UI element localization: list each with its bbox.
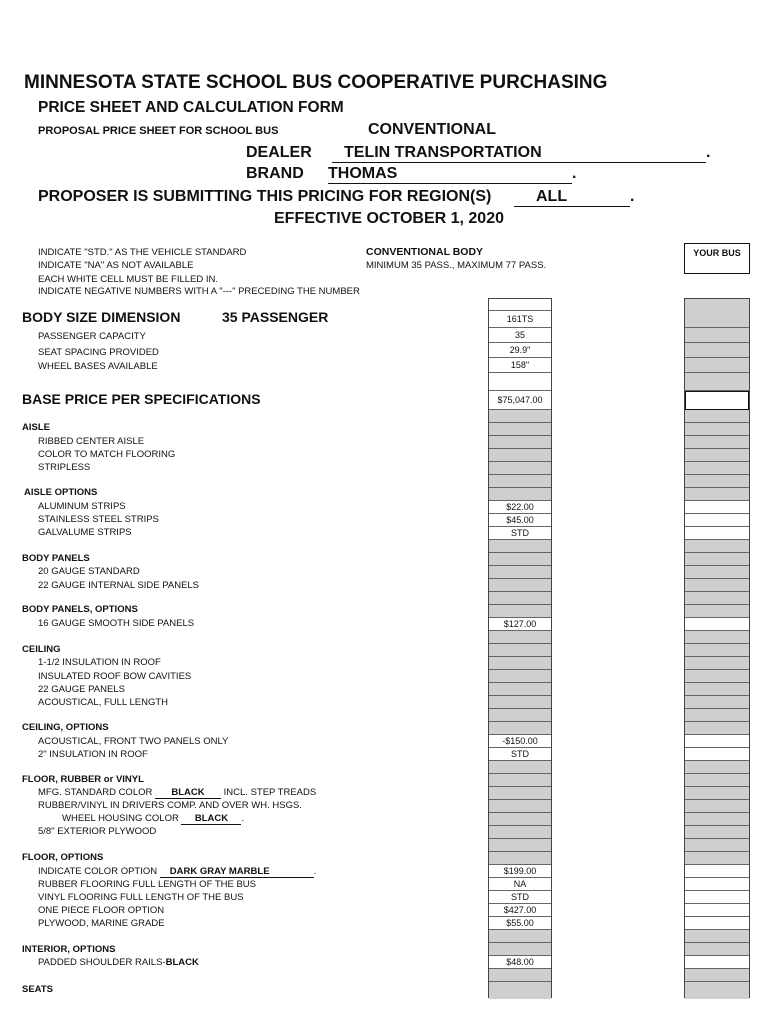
- your-bus-input-insul2[interactable]: [685, 748, 749, 761]
- your-bus-cell: [685, 839, 749, 852]
- price-cell: [489, 839, 551, 852]
- price-cell: [489, 800, 551, 813]
- region-label: PROPOSER IS SUBMITTING THIS PRICING FOR REGION(S): [38, 188, 492, 205]
- price-cell: [489, 373, 551, 391]
- section-aisle: AISLE: [22, 422, 50, 433]
- price-cell: [489, 410, 551, 423]
- label-one-piece: ONE PIECE FLOOR OPTION: [38, 905, 165, 916]
- price-cell: [489, 423, 551, 436]
- padded-rails-prefix: PADDED SHOULDER RAILS-: [38, 957, 166, 968]
- proposal-label: PROPOSAL PRICE SHEET FOR SCHOOL BUS: [38, 125, 279, 137]
- your-bus-cell: [685, 299, 749, 328]
- price-cell-gauge16: $127.00: [489, 618, 551, 631]
- dealer-value: TELIN TRANSPORTATION: [344, 144, 542, 161]
- section-body-panels: BODY PANELS: [22, 553, 90, 564]
- section-interior-options: INTERIOR, OPTIONS: [22, 944, 116, 955]
- price-cell-insul2: STD: [489, 748, 551, 761]
- mfg-color-value: BLACK: [155, 787, 221, 799]
- price-cell: [489, 709, 551, 722]
- your-bus-cell: [685, 553, 749, 566]
- price-cell-spacing: 29.9": [489, 343, 551, 358]
- section-floor-options: FLOOR, OPTIONS: [22, 852, 104, 863]
- section-base-price: BASE PRICE PER SPECIFICATIONS: [22, 391, 261, 407]
- your-bus-input-base-price[interactable]: [685, 391, 749, 410]
- your-bus-cell: [685, 328, 749, 343]
- section-ceiling-options: CEILING, OPTIONS: [22, 722, 109, 733]
- your-bus-cell: [685, 592, 749, 605]
- your-bus-cell: [685, 709, 749, 722]
- your-bus-cell: [685, 358, 749, 373]
- instruction-negative: INDICATE NEGATIVE NUMBERS WITH A "---" PRECEDING THE NUMBER: [38, 286, 360, 297]
- your-bus-cell: [685, 579, 749, 592]
- price-cell-padded-rails: $48.00: [489, 956, 551, 969]
- dealer-label: DEALER: [246, 144, 312, 161]
- region-value: ALL: [536, 188, 568, 205]
- price-cell: [489, 969, 551, 982]
- your-bus-column: [684, 298, 750, 998]
- your-bus-input-stainless[interactable]: [685, 514, 749, 527]
- your-bus-input-padded-rails[interactable]: [685, 956, 749, 969]
- your-bus-input-plywood-marine[interactable]: [685, 917, 749, 930]
- section-body-size: BODY SIZE DIMENSION: [22, 309, 181, 325]
- your-bus-cell: [685, 462, 749, 475]
- mfg-color-suffix: INCL. STEP TREADS: [223, 787, 317, 798]
- section-seats: SEATS: [22, 984, 53, 995]
- price-cell: [489, 657, 551, 670]
- label-acoustical-full: ACOUSTICAL, FULL LENGTH: [38, 697, 169, 708]
- label-gauge22: 22 GAUGE PANELS: [38, 684, 125, 695]
- brand-period: .: [572, 165, 577, 182]
- effective-date: EFFECTIVE OCTOBER 1, 2020: [274, 210, 504, 227]
- price-cell-plywood-marine: $55.00: [489, 917, 551, 930]
- mfg-color-prefix: MFG. STANDARD COLOR: [38, 787, 153, 798]
- price-cell: [489, 943, 551, 956]
- your-bus-header: YOUR BUS: [684, 243, 750, 274]
- price-cell: [489, 774, 551, 787]
- proposal-type: CONVENTIONAL: [368, 121, 496, 138]
- price-cell: [489, 826, 551, 839]
- price-cell: [489, 930, 551, 943]
- price-cell: [489, 299, 551, 311]
- label-padded-rails: [38, 957, 199, 968]
- instruction-white: EACH WHITE CELL MUST BE FILLED IN.: [38, 274, 219, 285]
- label-aluminum: ALUMINUM STRIPS: [38, 501, 126, 512]
- price-cell: [489, 553, 551, 566]
- your-bus-cell: [685, 410, 749, 423]
- label-ribbed: RIBBED CENTER AISLE: [38, 436, 145, 447]
- your-bus-cell: [685, 343, 749, 358]
- body-type-title: CONVENTIONAL BODY: [366, 246, 484, 258]
- price-cell: [489, 449, 551, 462]
- price-cell: [489, 579, 551, 592]
- label-stainless: STAINLESS STEEL STRIPS: [38, 514, 159, 525]
- indicate-color-value: DARK GRAY MARBLE: [160, 866, 314, 878]
- label-plywood58: 5/8" EXTERIOR PLYWOOD: [38, 826, 157, 837]
- label-rubber-full: RUBBER FLOORING FULL LENGTH OF THE BUS: [38, 879, 257, 890]
- label-wheel-bases: WHEEL BASES AVAILABLE: [38, 361, 158, 372]
- your-bus-cell: [685, 761, 749, 774]
- price-cell-rubber-full: NA: [489, 878, 551, 891]
- price-cell: [489, 722, 551, 735]
- price-cell: [489, 631, 551, 644]
- dealer-period: .: [706, 144, 711, 161]
- label-indicate-color: INDICATE COLOR OPTION DARK GRAY MARBLE .: [38, 866, 317, 877]
- price-cell-wheelbase: 158": [489, 358, 551, 373]
- region-field: [514, 188, 630, 207]
- your-bus-cell: [685, 683, 749, 696]
- price-cell-base-price: $75,047.00: [489, 391, 551, 410]
- price-cell-one-piece: $427.00: [489, 904, 551, 917]
- your-bus-cell: [685, 475, 749, 488]
- price-cell: [489, 787, 551, 800]
- price-cell: [489, 566, 551, 579]
- price-cell: [489, 670, 551, 683]
- your-bus-cell: [685, 930, 749, 943]
- your-bus-cell: [685, 969, 749, 982]
- your-bus-input-acoustical-front[interactable]: [685, 735, 749, 748]
- price-cell-vinyl-full: STD: [489, 891, 551, 904]
- price-cell: [489, 540, 551, 553]
- your-bus-cell: [685, 813, 749, 826]
- label-color-match: COLOR TO MATCH FLOORING: [38, 449, 176, 460]
- your-bus-cell: [685, 373, 749, 391]
- your-bus-cell: [685, 982, 749, 999]
- dealer-field: [332, 144, 706, 163]
- your-bus-cell: [685, 540, 749, 553]
- section-body-panels-options: BODY PANELS, OPTIONS: [22, 604, 138, 615]
- label-gauge20: 20 GAUGE STANDARD: [38, 566, 140, 577]
- region-period: .: [630, 188, 635, 205]
- your-bus-cell: [685, 670, 749, 683]
- brand-label: BRAND: [246, 165, 304, 182]
- price-cell: [489, 982, 551, 999]
- your-bus-input-one-piece[interactable]: [685, 904, 749, 917]
- page-title: MINNESOTA STATE SCHOOL BUS COOPERATIVE PURCHASING: [24, 72, 608, 93]
- label-passenger-capacity: PASSENGER CAPACITY: [38, 331, 146, 342]
- your-bus-cell: [685, 943, 749, 956]
- your-bus-cell: [685, 644, 749, 657]
- label-acoustical-front: ACOUSTICAL, FRONT TWO PANELS ONLY: [38, 736, 229, 747]
- price-cell-aluminum: $22.00: [489, 501, 551, 514]
- instruction-std: INDICATE "STD." AS THE VEHICLE STANDARD: [38, 247, 247, 258]
- price-cell-galvalume: STD: [489, 527, 551, 540]
- passenger-size: 35 PASSENGER: [222, 309, 329, 325]
- your-bus-input-aluminum[interactable]: [685, 501, 749, 514]
- label-mfg-color: [38, 787, 316, 799]
- your-bus-cell: [685, 787, 749, 800]
- your-bus-cell: [685, 722, 749, 735]
- label-gauge22int: 22 GAUGE INTERNAL SIDE PANELS: [38, 580, 200, 591]
- your-bus-input-color-option[interactable]: [685, 865, 749, 878]
- your-bus-cell: [685, 423, 749, 436]
- padded-rails-value: BLACK: [165, 957, 199, 968]
- price-cell: [489, 852, 551, 865]
- price-cell-model: 161TS: [489, 311, 551, 328]
- price-cell-capacity: 35: [489, 328, 551, 343]
- section-floor: FLOOR, RUBBER or VINYL: [22, 774, 144, 785]
- indicate-color-prefix: INDICATE COLOR OPTION: [38, 866, 158, 877]
- price-cell: [489, 761, 551, 774]
- instruction-na: INDICATE "NA" AS NOT AVAILABLE: [38, 260, 194, 271]
- label-insul-bow: INSULATED ROOF BOW CAVITIES: [38, 671, 192, 682]
- your-bus-cell: [685, 852, 749, 865]
- your-bus-cell: [685, 436, 749, 449]
- label-rubber-drivers: RUBBER/VINYL IN DRIVERS COMP. AND OVER WH. HSGS.: [38, 800, 302, 811]
- label-vinyl-full: VINYL FLOORING FULL LENGTH OF THE BUS: [38, 892, 244, 903]
- wheel-housing-value: BLACK: [181, 813, 241, 825]
- label-insul2: 2" INSULATION IN ROOF: [38, 749, 148, 760]
- price-cell-color-option: $199.00: [489, 865, 551, 878]
- brand-value: THOMAS: [328, 165, 398, 182]
- label-plywood-marine: PLYWOOD, MARINE GRADE: [38, 918, 165, 929]
- price-cell: [489, 644, 551, 657]
- price-cell: [489, 488, 551, 501]
- label-wheel-housing: WHEEL HOUSING COLOR BLACK .: [62, 813, 245, 824]
- section-aisle-options: AISLE OPTIONS: [24, 487, 98, 498]
- your-bus-input-rubber-full[interactable]: [685, 878, 749, 891]
- brand-field: [328, 165, 572, 184]
- your-bus-cell: [685, 449, 749, 462]
- price-cell: [489, 592, 551, 605]
- wheel-housing-prefix: WHEEL HOUSING COLOR: [62, 813, 179, 824]
- your-bus-cell: [685, 566, 749, 579]
- label-stripless: STRIPLESS: [38, 462, 91, 473]
- label-insul-roof: 1-1/2 INSULATION IN ROOF: [38, 657, 161, 668]
- your-bus-cell: [685, 657, 749, 670]
- label-galvalume: GALVALUME STRIPS: [38, 527, 132, 538]
- section-ceiling: CEILING: [22, 644, 61, 655]
- price-cell: [489, 605, 551, 618]
- price-cell: [489, 475, 551, 488]
- price-cell: [489, 436, 551, 449]
- price-cell-stainless: $45.00: [489, 514, 551, 527]
- label-seat-spacing: SEAT SPACING PROVIDED: [38, 347, 159, 358]
- your-bus-cell: [685, 605, 749, 618]
- your-bus-cell: [685, 826, 749, 839]
- price-column: [488, 298, 552, 998]
- price-cell: [489, 462, 551, 475]
- body-type-note: MINIMUM 35 PASS., MAXIMUM 77 PASS.: [366, 260, 547, 271]
- your-bus-input-vinyl-full[interactable]: [685, 891, 749, 904]
- price-cell-acoustical-front: -$150.00: [489, 735, 551, 748]
- your-bus-cell: [685, 774, 749, 787]
- your-bus-input-galvalume[interactable]: [685, 527, 749, 540]
- your-bus-cell: [685, 696, 749, 709]
- form-subtitle: PRICE SHEET AND CALCULATION FORM: [38, 99, 344, 116]
- price-cell: [489, 813, 551, 826]
- price-cell: [489, 683, 551, 696]
- your-bus-input-gauge16[interactable]: [685, 618, 749, 631]
- label-gauge16: 16 GAUGE SMOOTH SIDE PANELS: [38, 618, 195, 629]
- your-bus-cell: [685, 488, 749, 501]
- price-cell: [489, 696, 551, 709]
- your-bus-cell: [685, 631, 749, 644]
- your-bus-cell: [685, 800, 749, 813]
